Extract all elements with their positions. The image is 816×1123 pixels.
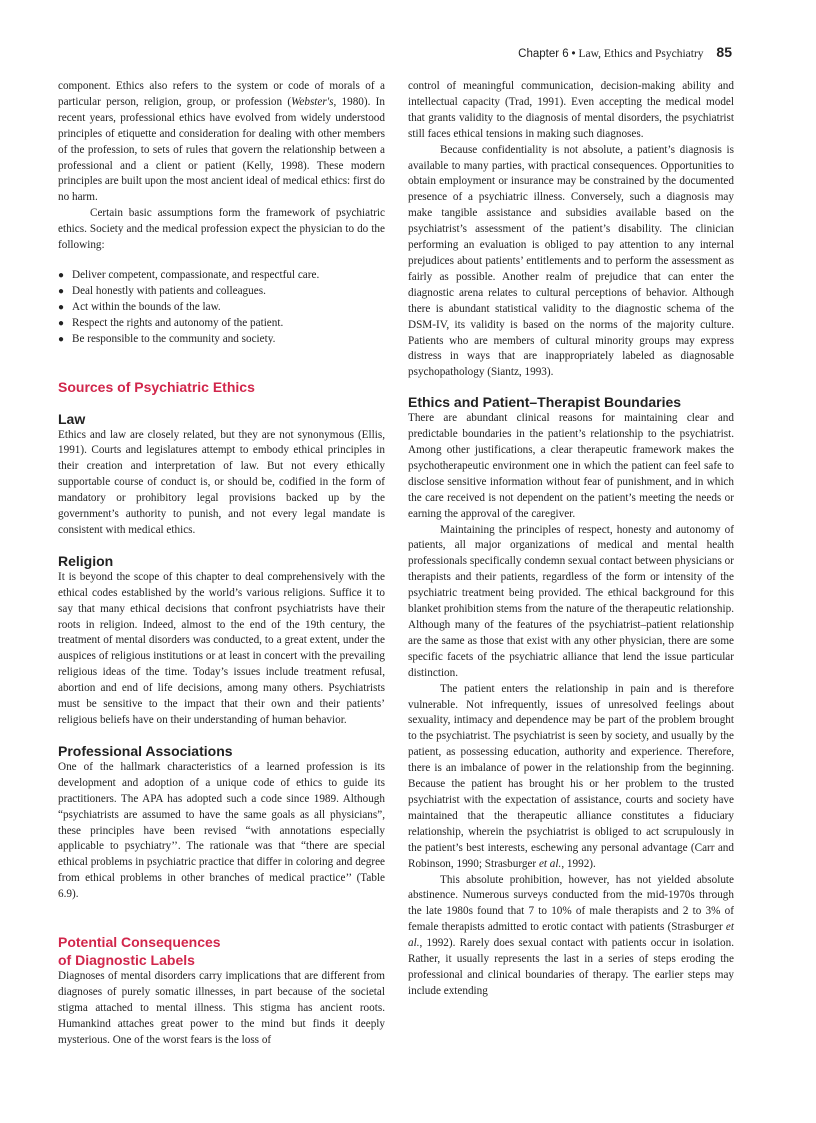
list-item: ● Deliver competent, compassionate, and respectful care. [58, 268, 385, 284]
running-header [518, 44, 732, 60]
list-item: ● Respect the rights and autonomy of the patient. [58, 316, 385, 332]
paragraph: Diagnoses of mental disorders carry implications that are different from diagnoses of purely somatic illnesses, in part because of the societal stigma attached to mental illness. This stigma has ancient roots. Humankind attaches great power to the mind but finds it deeply mysterious. One of the worst fears is the loss of [58, 970, 385, 1046]
subheading-religion: Religion [58, 552, 114, 569]
et-al-italic: et al. [538, 857, 562, 870]
paragraph: The patient enters the relationship in pain and is therefore vulnerable. Not infrequently, issues of unresolved feelings about sexuality, intimacy and dependence may be part of the problem brought to the psychiatrist. The psychiatrist is seen by society, and usually by the patient, as possessing education, authority and experience. Therefore, there is an imbalance of power in the relationship from the beginning. Because the patient has brought his or her problem to the trusted psychiatrist with the expectation of assistance, courts and society have maintained that the therapeutic alliance constitutes a fiduciary relationship, wherein the psychiatrist is obliged to act scrupulously in the patient’s best interests, eschewing any personal advantage (Carr and Robinson, 1990; Strasburger et al., 1992). [408, 682, 734, 870]
section-heading-boundaries: Ethics and Patient–Therapist Boundaries [408, 394, 682, 411]
left-column [58, 79, 385, 1049]
list-item: ● Be responsible to the community and society. [58, 332, 385, 348]
paragraph: It is beyond the scope of this chapter to deal comprehensively with the ethical codes established by the world’s various religions. Suffice it to say that many ethical decisions that confront psychiatrists have their roots in religion. Indeed, almost to the end of the 19th century, the treatment of mental disorders was conducted, to a great extent, under the auspices of religious institutions or at least in concert with the prevailing religious ideas of the time. Today’s issues include treatment refusal, abortion and end of life decisions, among many others. Psychiatrists must be sensitive to the impact that their own and their patients’ religious beliefs have on their understanding of human behavior. [58, 570, 385, 726]
section-heading-consequences: Potential Consequences of Diagnostic Labels [58, 934, 221, 969]
paragraph: This absolute prohibition, however, has not yielded absolute abstinence. Numerous surveys conducted from the mid-1970s through the late 1980s found that 7 to 10% of male therapists and 2 to 3% of female therapists admitted to erotic contact with patients (Strasburger et al., 1992). Rarely does sexual contact with patients occur in isolation. Rather, it usually represents the last in a series of steps eroding the professional and clinical boundaries of therapy. The earlier steps may include extending [408, 873, 734, 997]
right-column [408, 79, 734, 1000]
chapter-title: Law, Ethics and Psychiatry [578, 48, 704, 60]
section-heading-sources: Sources of Psychiatric Ethics [58, 378, 255, 395]
paragraph: Because confidentiality is not absolute, a patient’s diagnosis is available to many parties, with practical consequences. Opportunities to obtain employment or insurance may be constrained by the documented presence of a psychiatric illness. Conversely, such a diagnosis may make tangible assistance and subsidies available based on the psychiatrist’s assessment of the patient’s disability. The clinician performing an evaluation is obliged to pay attention to any internal prejudices about patients’ entitlements and to perform the assessment as fairly as possible. Another realm of prejudice that can enter the diagnostic arena relates to cultural perceptions of behavior. Although there is abundant statistical validity to the diagnostic schema of the DSM-IV, its validity is based on the norms of the majority culture. Patients who are members of cultural minority groups may express distress in ways that are inappropriately labeled as diagnosable psychopathology (Siantz, 1993). [408, 143, 734, 379]
paragraph: Certain basic assumptions form the framework of psychiatric ethics. Society and the medical profession expect the physician to do the following: [58, 207, 385, 252]
expectations-list [58, 268, 385, 348]
et-al-italic: et al. [408, 921, 734, 950]
paragraph: There are abundant clinical reasons for maintaining clear and predictable boundaries in the patient’s relationship to the psychiatrist. Among other justifications, a clear therapeutic framework makes the psychotherapeutic environment one in which the patient can feel safe to disclose sensitive information without fear of punishment, and in which the care received is not dependent on the patient’s meeting the needs or earning the approval of the caregiver. [408, 412, 734, 520]
page-number: 85 [716, 44, 732, 60]
subheading-professional-associations: Professional Associations [58, 742, 233, 759]
paragraph: Maintaining the principles of respect, honesty and autonomy of patients, all major organizations of medical and mental health professionals specifically condemn sexual contact between physicians or therapists and their patients, regardless of the form or intensity of the psychiatric treatment being provided. The ethical background for this blanket prohibition stems from the nature of the therapeutic relationship. Although many of the features of the psychiatrist–patient relationship are the same as those that exist with any other physician, there are some specific facets of the psychiatric alliance that lend the issue particular distinction. [408, 523, 734, 679]
subheading-law: Law [58, 410, 86, 427]
chapter-label: Chapter 6 [518, 48, 569, 60]
citation-italic: Webster's [291, 95, 334, 108]
paragraph: component. Ethics also refers to the system or code of morals of a particular person, religion, group, or profession (Webster's, 1980). In recent years, professional ethics have evolved from widely understood principles of etiquette and consideration for dealing with other members of the profession, to sets of rules that govern the relationship between a professional and a client or patient (Kelly, 1998). These modern principles are built upon the most ancient ideal of medical ethics: first do no harm. [58, 80, 385, 204]
header-bullet: • [571, 48, 576, 60]
list-item: ● Act within the bounds of the law. [58, 300, 385, 316]
paragraph: One of the hallmark characteristics of a learned profession is its development and adoption of a unique code of ethics to guide its practitioners. The APA has adopted such a code since 1989. Although “psychiatrists are assumed to have the same goals as all physicians”, these principles have been revised “with annotations especially applicable to psychiatry’’. The rationale was that “there are special ethical problems in psychiatric practice that differ in coloring and degree from ethical problems in other branches of medical practice’’ (Table 6.9). [58, 760, 385, 901]
paragraph: Ethics and law are closely related, but they are not synonymous (Ellis, 1991). Courts and legislatures attempt to embody ethical principles in their creation and interpretation of law. But not every ethically supportable course of conduct is, or should be, codified in the form of mandatory or prohibitory legal provisions backed up by the government’s authority to punish, and not every legal mandate is consistent with medical ethics. [58, 428, 385, 536]
list-item: ● Deal honestly with patients and colleagues. [58, 284, 385, 300]
paragraph: control of meaningful communication, decision-making ability and intellectual capacity (Trad, 1991). Even accepting the medical model that grants validity to the diagnosis of mental disorders, the psychiatrist still faces ethical tensions in making such diagnoses. [408, 80, 734, 140]
